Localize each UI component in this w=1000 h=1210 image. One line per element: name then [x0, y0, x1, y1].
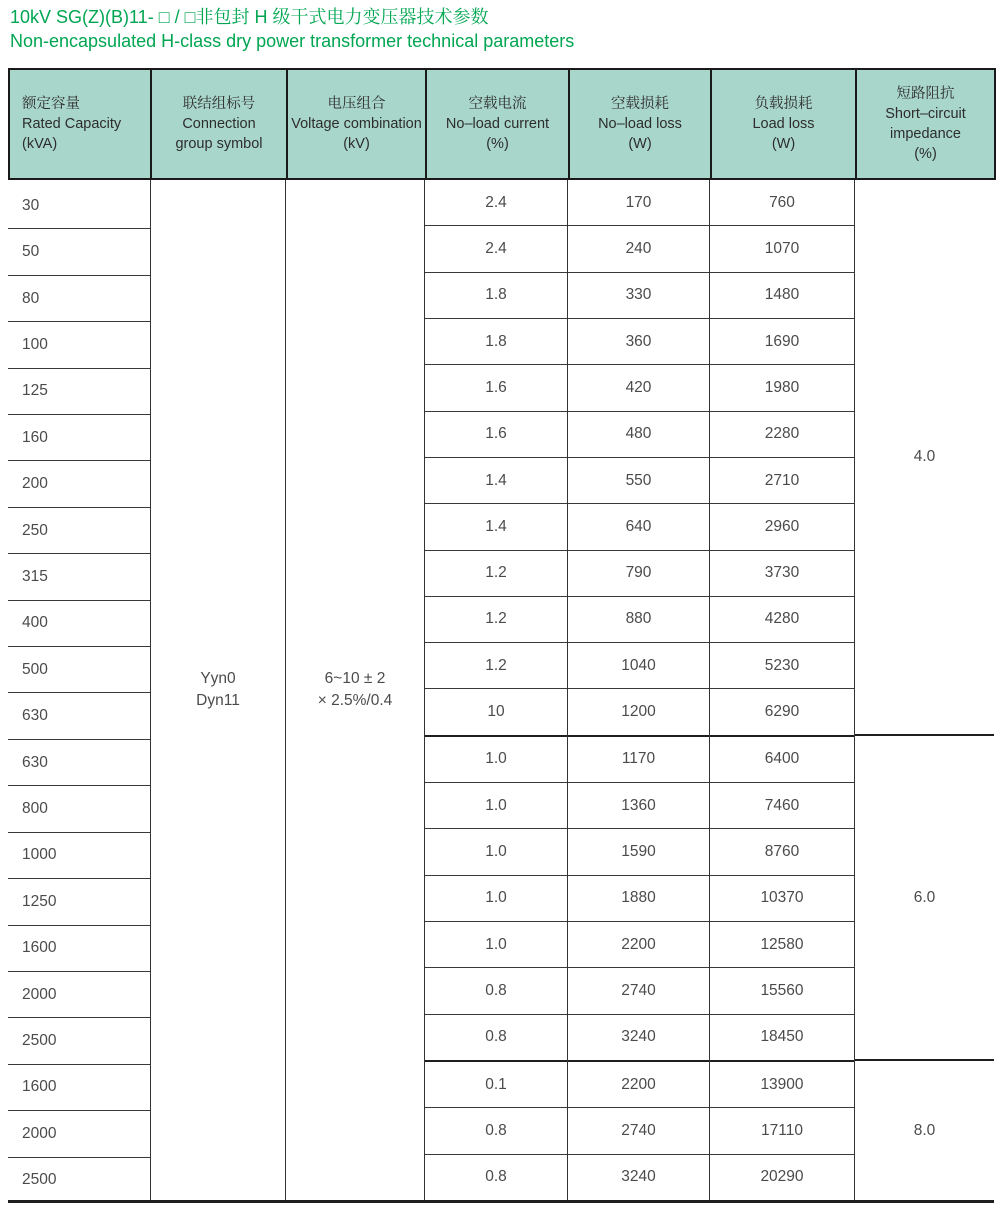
impedance-cell: 8.0 [913, 1121, 936, 1139]
load-loss-cell: 18450 [710, 1015, 854, 1062]
header-noload-current-zh: 空载电流 [468, 96, 527, 112]
header-capacity-unit: (kVA) [22, 136, 58, 152]
capacity-cell: 125 [8, 369, 150, 415]
noload-current-cell: 0.8 [485, 1168, 507, 1186]
load-loss-cell: 17110 [710, 1108, 854, 1154]
load-loss-cell: 12580 [710, 922, 854, 968]
column-voltage-combination [286, 180, 425, 1200]
column-capacity [8, 183, 150, 1203]
capacity-cell: 2000 [8, 1111, 150, 1157]
capacity-cell: 2500 [22, 1171, 57, 1189]
noload-current-cell: 1.0 [425, 829, 567, 875]
noload-current-cell: 0.8 [425, 1108, 567, 1154]
load-loss-cell: 6290 [710, 689, 854, 736]
header-impedance-unit: (%) [914, 146, 937, 162]
header-connection-en1: Connection [182, 116, 256, 132]
capacity-cell: 2000 [8, 972, 150, 1018]
noload-current-cell: 2.4 [425, 180, 567, 226]
load-loss-cell: 1070 [710, 226, 854, 272]
header-impedance-en1: Short–circuit [885, 106, 966, 122]
noload-current-cell: 0.8 [425, 968, 567, 1014]
noload-loss-cell: 790 [568, 551, 709, 597]
noload-current-cell: 1.8 [425, 273, 567, 319]
parameters-table [8, 68, 994, 1203]
column-connection-group [150, 180, 286, 1200]
header-load-loss [711, 69, 856, 179]
load-loss-cell: 4280 [710, 597, 854, 643]
header-impedance [856, 69, 995, 179]
noload-loss-cell: 640 [568, 504, 709, 550]
noload-loss-cell: 1040 [568, 643, 709, 689]
load-loss-cell: 2710 [710, 458, 854, 504]
load-loss-cell: 7460 [710, 783, 854, 829]
noload-loss-cell: 1200 [568, 689, 709, 736]
noload-loss-cell: 550 [568, 458, 709, 504]
header-noload-loss [569, 69, 711, 179]
noload-current-cell: 1.4 [425, 458, 567, 504]
capacity-cell: 1000 [8, 833, 150, 879]
noload-current-cell: 1.0 [425, 922, 567, 968]
header-voltage-combination [287, 69, 426, 179]
load-loss-cell: 760 [710, 180, 854, 226]
capacity-cell: 800 [8, 786, 150, 832]
noload-current-cell: 1.2 [425, 597, 567, 643]
load-loss-cell: 2280 [710, 412, 854, 458]
load-loss-cell: 6400 [710, 737, 854, 783]
header-impedance-zh: 短路阻抗 [896, 86, 955, 102]
column-load-loss [710, 180, 855, 1200]
noload-loss-cell: 2740 [568, 968, 709, 1014]
header-capacity-zh: 额定容量 [22, 96, 80, 112]
noload-loss-cell: 360 [568, 319, 709, 365]
voltage-combination-line2: × 2.5%/0.4 [317, 692, 393, 709]
header-load-loss-zh: 负载损耗 [754, 96, 813, 112]
connection-group-line2: Dyn11 [196, 692, 240, 709]
noload-current-cell: 1.4 [425, 504, 567, 550]
header-noload-current-unit: (%) [486, 136, 509, 152]
noload-current-cell: 0.1 [425, 1062, 567, 1108]
header-load-loss-unit: (W) [771, 136, 796, 152]
noload-loss-cell: 330 [568, 273, 709, 319]
header-load-loss-en: Load loss [752, 116, 815, 132]
capacity-cell: 100 [8, 322, 150, 368]
capacity-cell: 160 [8, 415, 150, 461]
noload-current-cell: 1.0 [425, 737, 567, 783]
header-noload-current [426, 69, 569, 179]
noload-loss-cell: 420 [568, 365, 709, 411]
load-loss-cell: 1480 [710, 273, 854, 319]
noload-current-cell: 1.6 [425, 412, 567, 458]
column-noload-loss [568, 180, 710, 1200]
page-title-zh: 10kV SG(Z)(B)11- □ / □非包封 H 级干式电力变压器技术参数 [10, 7, 489, 27]
page-title [10, 5, 574, 53]
capacity-cell: 30 [8, 183, 150, 229]
capacity-cell: 315 [8, 554, 150, 600]
impedance-cell: 6.0 [855, 736, 994, 1061]
load-loss-cell: 1690 [710, 319, 854, 365]
noload-current-cell: 1.8 [425, 319, 567, 365]
header-voltage-en: Voltage combination [291, 116, 422, 132]
capacity-cell: 80 [8, 276, 150, 322]
noload-loss-cell: 240 [568, 226, 709, 272]
header-noload-current-en: No–load current [445, 116, 550, 132]
header-impedance-en2: impedance [890, 126, 961, 142]
noload-current-cell: 1.2 [425, 551, 567, 597]
noload-loss-cell: 170 [568, 180, 709, 226]
table-header [8, 68, 996, 180]
capacity-cell: 1600 [8, 926, 150, 972]
connection-group-line1: Yyn0 [200, 670, 236, 687]
capacity-cell: 500 [8, 647, 150, 693]
header-noload-loss-unit: (W) [628, 136, 652, 152]
header-capacity [9, 69, 151, 179]
noload-loss-cell: 3240 [621, 1168, 656, 1186]
noload-loss-cell: 1360 [568, 783, 709, 829]
table-bottom-border [8, 1200, 994, 1203]
noload-current-cell: 0.8 [425, 1015, 567, 1062]
capacity-cell: 250 [8, 508, 150, 554]
noload-loss-cell: 3240 [568, 1015, 709, 1062]
impedance-cell: 4.0 [855, 180, 994, 736]
capacity-cell: 400 [8, 601, 150, 647]
header-connection-group [151, 69, 287, 179]
noload-loss-cell: 2740 [568, 1108, 709, 1154]
column-impedance [855, 180, 994, 1200]
header-noload-loss-en: No–load loss [598, 116, 682, 132]
column-noload-current [425, 180, 568, 1200]
noload-current-cell: 1.6 [425, 365, 567, 411]
load-loss-cell: 15560 [710, 968, 854, 1014]
capacity-cell: 2500 [8, 1018, 150, 1064]
noload-loss-cell: 2200 [568, 922, 709, 968]
header-capacity-en: Rated Capacity [22, 116, 122, 132]
load-loss-cell: 10370 [710, 876, 854, 922]
header-noload-loss-zh: 空载损耗 [611, 96, 669, 112]
header-connection-en2: group symbol [175, 136, 263, 152]
load-loss-cell: 13900 [710, 1062, 854, 1108]
noload-current-cell: 1.0 [425, 783, 567, 829]
noload-loss-cell: 1880 [568, 876, 709, 922]
noload-loss-cell: 1590 [568, 829, 709, 875]
noload-current-cell: 1.2 [425, 643, 567, 689]
capacity-cell: 50 [8, 229, 150, 275]
header-voltage-zh: 电压组合 [327, 96, 386, 112]
capacity-cell: 1600 [8, 1065, 150, 1111]
load-loss-cell: 5230 [710, 643, 854, 689]
capacity-cell: 1250 [8, 879, 150, 925]
load-loss-cell: 8760 [710, 829, 854, 875]
voltage-combination-cell [286, 180, 424, 1200]
table-body [8, 180, 994, 1200]
load-loss-cell: 1980 [710, 365, 854, 411]
noload-loss-cell: 480 [568, 412, 709, 458]
capacity-cell: 630 [8, 693, 150, 739]
capacity-cell: 200 [8, 461, 150, 507]
load-loss-cell: 3730 [710, 551, 854, 597]
noload-current-cell: 2.4 [425, 226, 567, 272]
noload-current-cell: 10 [425, 689, 567, 736]
header-connection-zh: 联结组标号 [182, 96, 256, 112]
header-voltage-unit: (kV) [343, 136, 370, 152]
load-loss-cell: 20290 [760, 1168, 804, 1186]
page-title-en: Non-encapsulated H-class dry power transformer technical parameters [10, 31, 575, 51]
noload-loss-cell: 1170 [568, 737, 709, 783]
connection-group-cell [151, 180, 285, 1200]
voltage-combination-line1: 6~10 ± 2 [324, 670, 386, 687]
load-loss-cell: 2960 [710, 504, 854, 550]
capacity-cell: 630 [8, 740, 150, 786]
noload-loss-cell: 880 [568, 597, 709, 643]
noload-loss-cell: 2200 [568, 1062, 709, 1108]
noload-current-cell: 1.0 [425, 876, 567, 922]
